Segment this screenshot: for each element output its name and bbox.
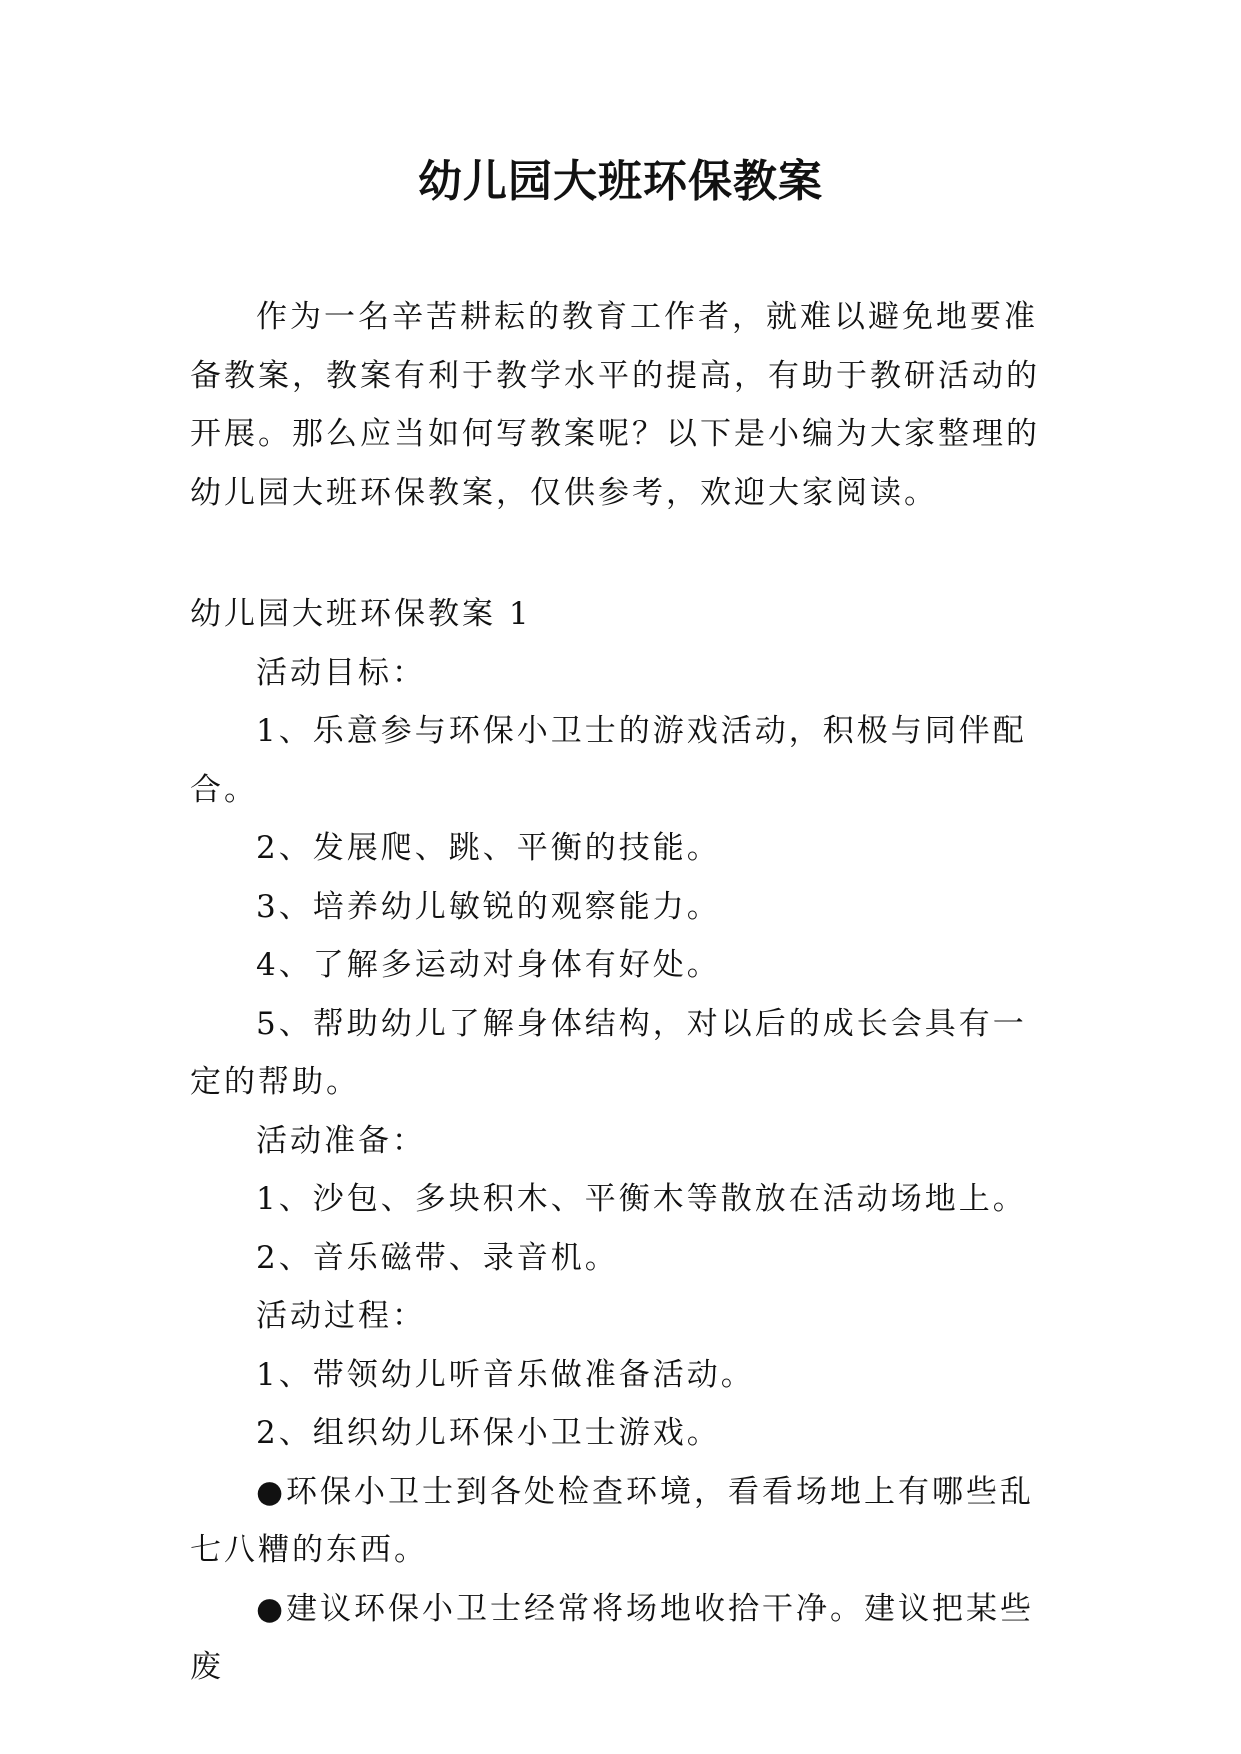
intro-paragraph: 作为一名辛苦耕耘的教育工作者，就难以避免地要准备教案，教案有利于教学水平的提高，有助于教研活动的开展。那么应当如何写教案呢？以下是小编为大家整理的幼儿园大班环保教案，仅供参考，欢迎大家阅读。 bbox=[190, 299, 1040, 511]
activity-preparation-heading: 活动准备： bbox=[256, 1122, 426, 1159]
process-bullet-1: ●环保小卫士到各处检查环境，看看场地上有哪些乱七八糟的东西。 bbox=[190, 1473, 1035, 1568]
process-bullet-2: ●建议环保小卫士经常将场地收拾干净。建议把某些废 bbox=[190, 1590, 1035, 1685]
goal-item-4: 4、了解多运动对身体有好处。 bbox=[256, 947, 721, 983]
goal-item-3: 3、培养幼儿敏锐的观察能力。 bbox=[256, 888, 721, 925]
document-body bbox=[190, 288, 1060, 1697]
process-item-1: 1、带领幼儿听音乐做准备活动。 bbox=[256, 1356, 755, 1393]
section-heading: 幼儿园大班环保教案 1 bbox=[190, 596, 532, 632]
goal-item-2: 2、发展爬、跳、平衡的技能。 bbox=[256, 830, 721, 866]
preparation-item-2: 2、音乐磁带、录音机。 bbox=[256, 1239, 619, 1276]
goal-item-1: 1、乐意参与环保小卫士的游戏活动，积极与同伴配合。 bbox=[190, 713, 1027, 808]
activity-process-heading: 活动过程： bbox=[256, 1298, 426, 1334]
goal-item-5: 5、帮助幼儿了解身体结构，对以后的成长会具有一定的帮助。 bbox=[190, 1005, 1027, 1100]
activity-goals-heading: 活动目标： bbox=[256, 654, 426, 691]
document-title: 幼儿园大班环保教案 bbox=[418, 156, 823, 207]
process-item-2: 2、组织幼儿环保小卫士游戏。 bbox=[256, 1415, 721, 1451]
preparation-item-1: 1、沙包、多块积木、平衡木等散放在活动场地上。 bbox=[256, 1181, 1027, 1217]
